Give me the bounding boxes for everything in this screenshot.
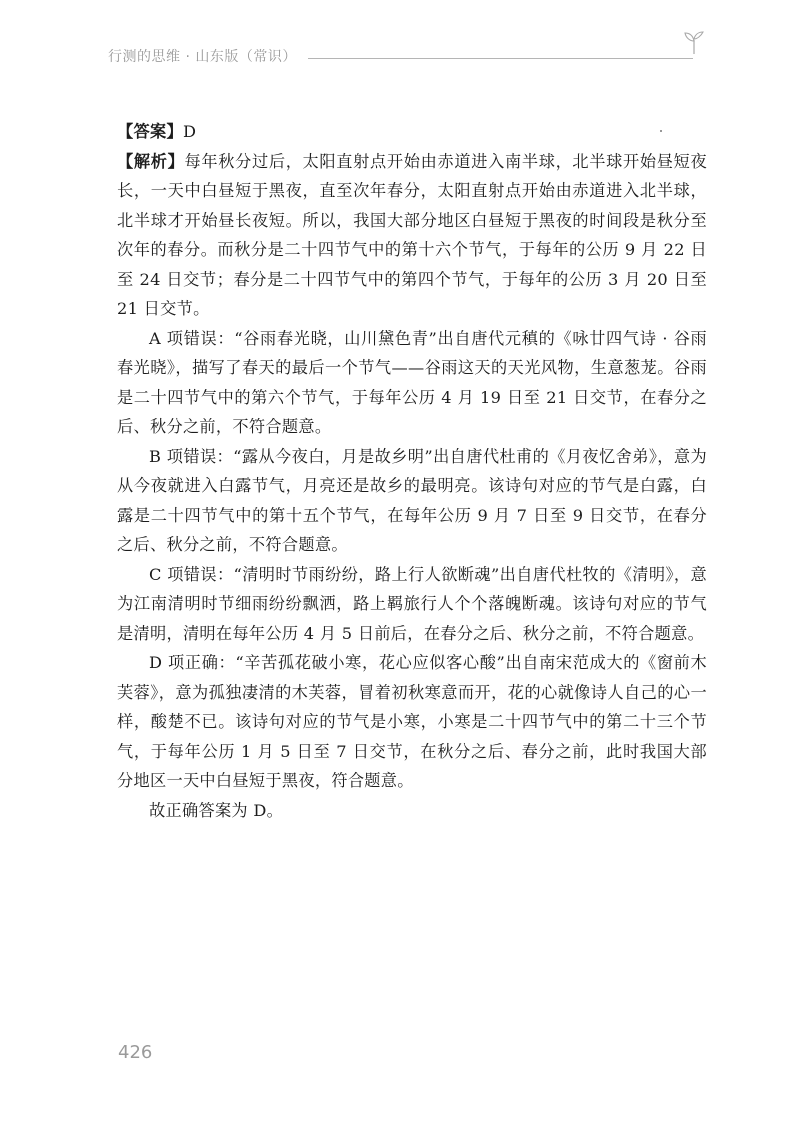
sprout-icon <box>680 28 708 56</box>
running-header <box>108 46 708 76</box>
header-rule <box>308 58 693 59</box>
analysis-text: 每年秋分过后，太阳直射点开始由赤道进入南半球，北半球开始昼短夜长，一天中白昼短于黑夜，直至次年春分，太阳直射点开始由赤道进入北半球，北半球才开始昼长夜短。所以，我国大部分地区白昼短于黑夜的时间段是秋分至次年的春分。而秋分是二十四节气中的第十六个节气，于每年的公历 9 月 22 日至 24 日交节；春分是二十四节气中的第四个节气，于每年的公历 3 月 20 日至 21 日交节。 <box>117 151 707 318</box>
conclusion: 故正确答案为 D。 <box>149 800 284 820</box>
analysis-paragraph <box>117 147 707 324</box>
answer-label: 【答案】 <box>117 122 183 141</box>
page-number: 426 <box>118 1042 153 1063</box>
option-a-explanation: A 项错误：“谷雨春光晓，山川黛色青”出自唐代元稹的《咏廿四气诗 · 谷雨春光晓》，描写了春天的最后一个节气——谷雨这天的天光风物，生意葱茏。谷雨是二十四节气中的第六个节气，于每年公历 4 月 19 日至 21 日交节，在春分之后、秋分之前，不符合题意。 <box>117 328 707 436</box>
option-b-explanation: B 项错误：“露从今夜白，月是故乡明”出自唐代杜甫的《月夜忆舍弟》，意为从今夜就进入白露节气，月亮还是故乡的最明亮。该诗句对应的节气是白露，白露是二十四节气中的第十五个节气，在每年公历 9 月 7 日至 9 日交节，在春分之后、秋分之前，不符合题意。 <box>117 446 707 554</box>
answer-explanation <box>117 117 707 825</box>
header-title: 行测的思维 · 山东版（常识） <box>108 49 297 65</box>
analysis-label: 【解析】 <box>117 151 185 171</box>
option-c-explanation: C 项错误：“清明时节雨纷纷，路上行人欲断魂”出自唐代杜牧的《清明》，意为江南清明时节细雨纷纷飘洒，路上羁旅行人个个落魄断魂。该诗句对应的节气是清明，清明在每年公历 4 月 5 日前后，在春分之后、秋分之前，不符合题意。 <box>117 564 707 643</box>
option-d-explanation: D 项正确：“辛苦孤花破小寒，花心应似客心酸”出自南宋范成大的《窗前木芙蓉》，意为孤独凄清的木芙蓉，冒着初秋寒意而开，花的心就像诗人自己的心一样，酸楚不已。该诗句对应的节气是小寒，小寒是二十四节气中的第二十三个节气，于每年公历 1 月 5 日至 7 日交节，在秋分之后、春分之前，此时我国大部分地区一天中白昼短于黑夜，符合题意。 <box>117 653 707 790</box>
answer-value: D <box>182 122 197 141</box>
answer-line <box>117 117 707 147</box>
